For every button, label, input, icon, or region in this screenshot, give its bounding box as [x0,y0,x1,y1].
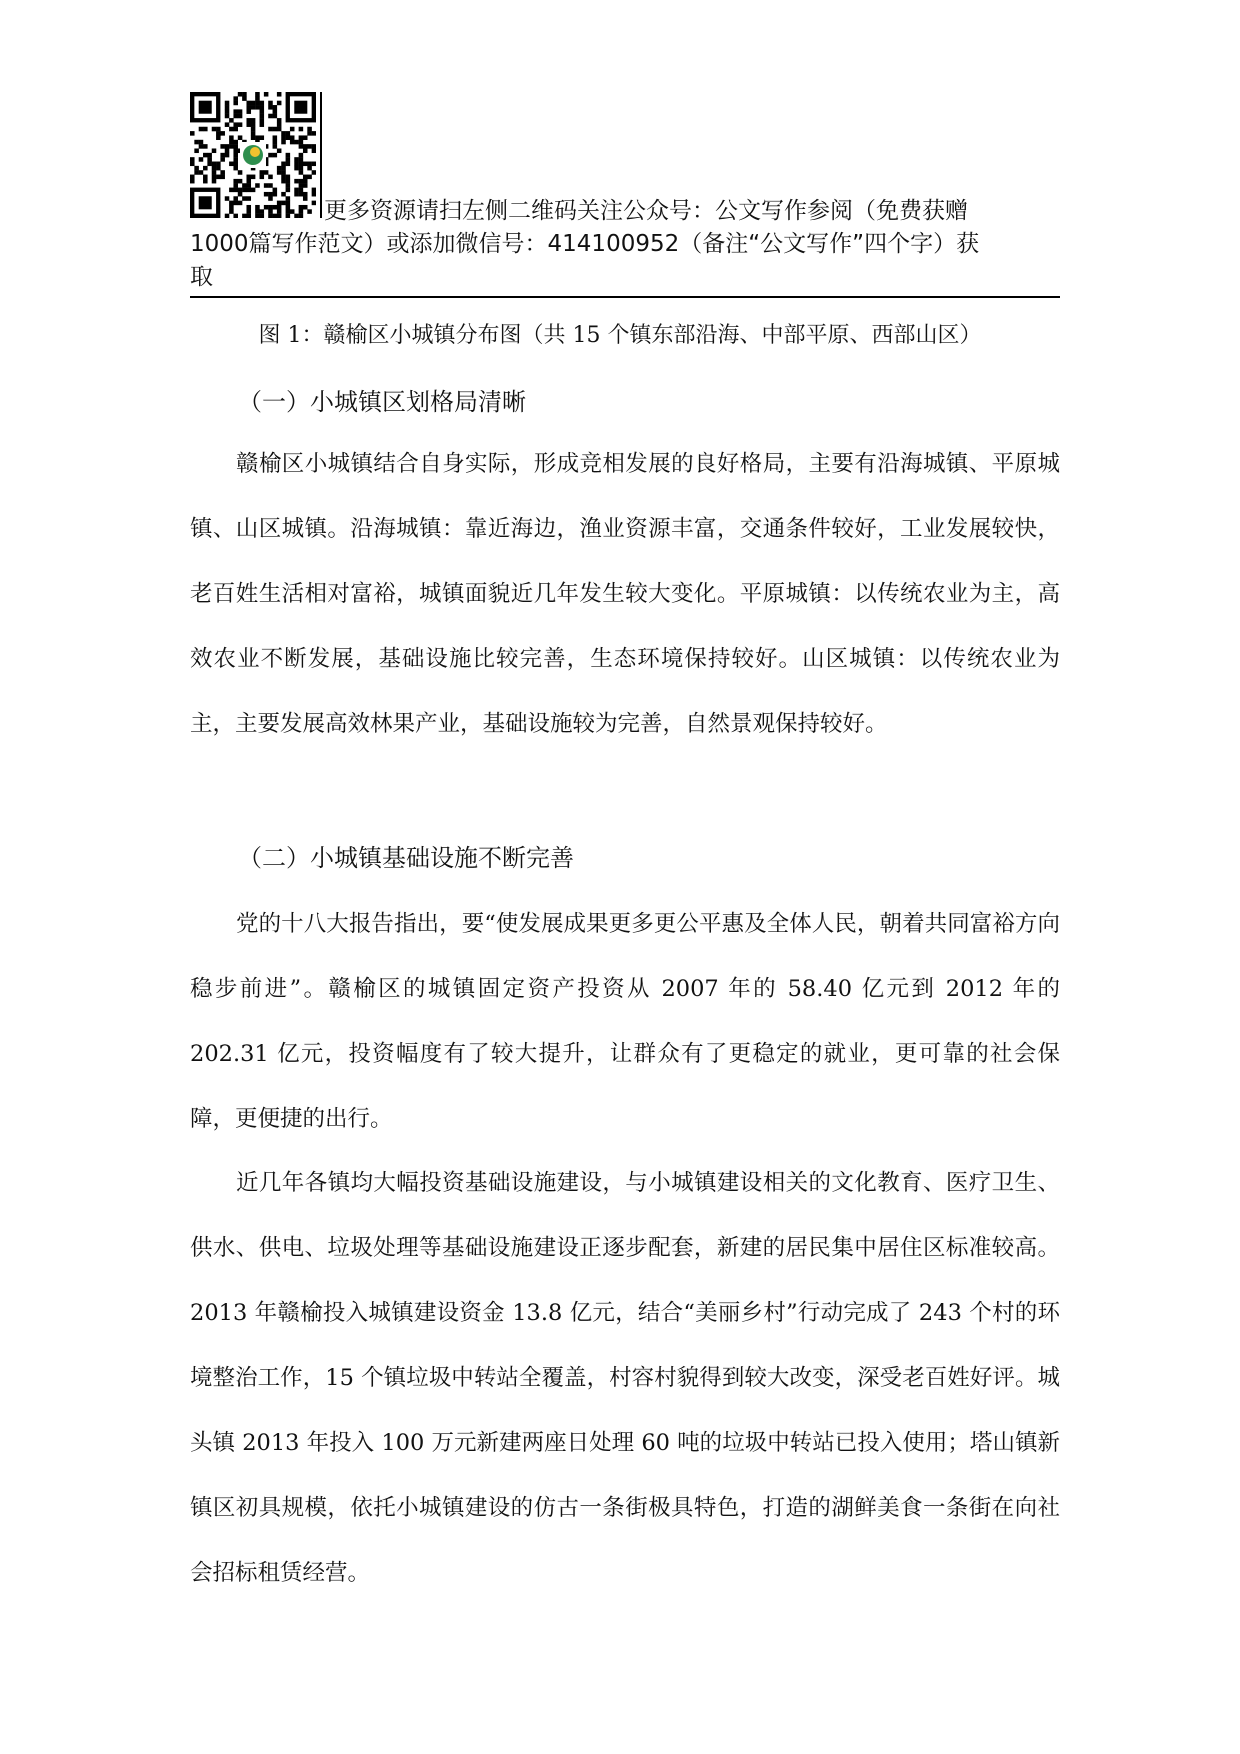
qr-caption [190,195,1060,294]
qr-caption-line-3: 取 [190,264,213,290]
figure-caption: 图 1：赣榆区小城镇分布图（共 15 个镇东部沿海、中部平原、西部山区） [258,323,982,348]
section-2-paragraph-1: 党的十八大报告指出，要“使发展成果更多更公平惠及全体人民，朝着共同富裕方向稳步前进”。赣榆区的城镇固定资产投资从 2007 年的 58.40 亿元到 2012 年的 202.31 亿元，投资幅度有了较大提升，让群众有了更稳定的就业，更可靠的社会保障，更便捷的出行。 [190,911,1060,1132]
qr-caption-line-2: 1000篇写作范文）或添加微信号：414100952（备注“公文写作”四个字）获 [190,231,980,257]
qr-caption-line-1: 更多资源请扫左侧二维码关注公众号：公文写作参阅（免费获赠 [324,198,968,224]
header-rule [190,296,1060,298]
section-1-paragraph-1: 赣榆区小城镇结合自身实际，形成竞相发展的良好格局，主要有沿海城镇、平原城镇、山区城镇。沿海城镇：靠近海边，渔业资源丰富，交通条件较好，工业发展较快，老百姓生活相对富裕，城镇面貌近几年发生较大变化。平原城镇：以传统农业为主，高效农业不断发展，基础设施比较完善，生态环境保持较好。山区城镇：以传统农业为主，主要发展高效林果产业，基础设施较为完善，自然景观保持较好。 [190,451,1060,737]
section-heading-1: （一）小城镇区划格局清晰 [238,388,526,416]
section-2-paragraph-2: 近几年各镇均大幅投资基础设施建设，与小城镇建设相关的文化教育、医疗卫生、供水、供电、垃圾处理等基础设施建设正逐步配套，新建的居民集中居住区标准较高。2013 年赣榆投入城镇建设资金 13.8 亿元，结合“美丽乡村”行动完成了 243 个村的环境整治工作，15 个镇垃圾中转站全覆盖，村容村貌得到较大改变，深受老百姓好评。城头镇 2013 年投入 100 万元新建两座日处理 60 吨的垃圾中转站已投入使用；塔山镇新镇区初具规模，依托小城镇建设的仿古一条街极具特色，打造的湖鲜美食一条街在向社会招标租赁经营。 [190,1170,1060,1586]
section-heading-2: （二）小城镇基础设施不断完善 [238,844,574,872]
